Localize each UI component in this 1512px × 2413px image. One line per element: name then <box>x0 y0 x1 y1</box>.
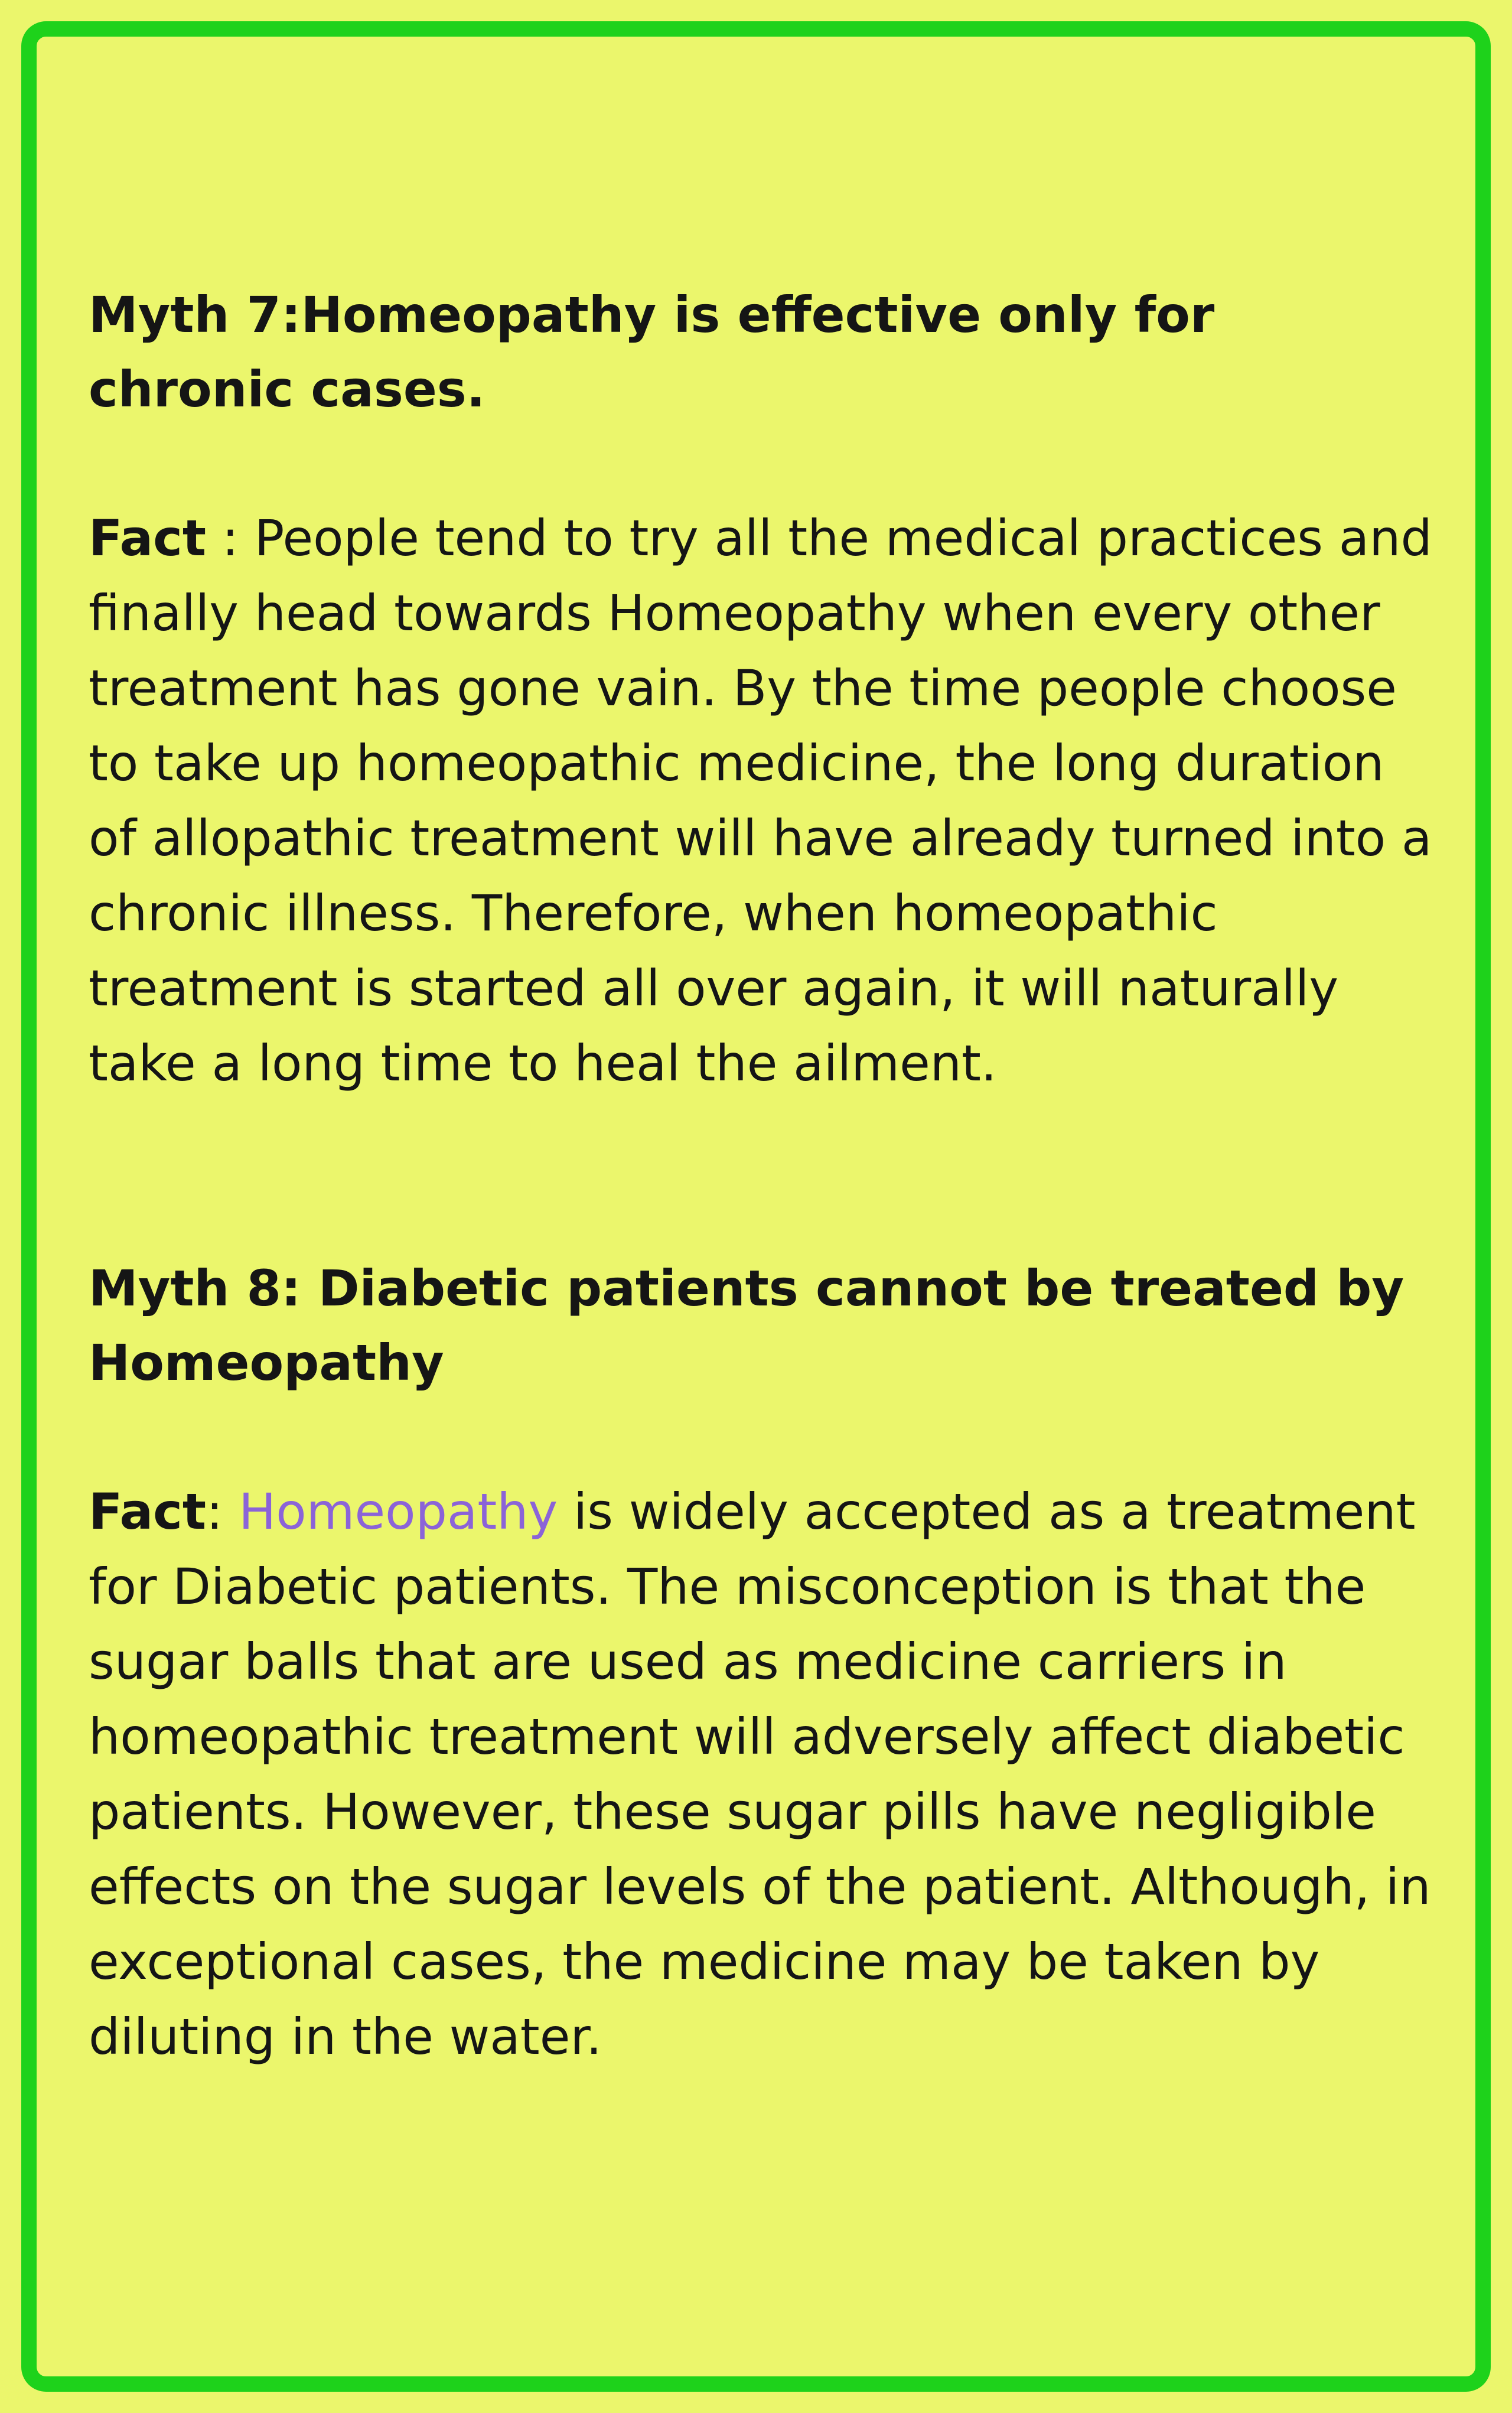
myth-7-fact-text: People tend to try all the medical practices and finally head towards Homeopathy when every other treatment has gone vain. By the time people choose to take up homeopathic medicine, the long duration of allopathic treatment will have already turned into a chronic illness. Therefore, when homeopathic treatment is started all over again, it will naturally take a long time to heal the ailment. <box>89 509 1432 1092</box>
myth-7-section <box>89 278 1435 1101</box>
fact-label: Fact <box>89 509 207 567</box>
fact-separator: : <box>206 509 255 567</box>
myth-8-section <box>89 1251 1435 2075</box>
article-body <box>89 278 1435 2075</box>
fact-separator: : <box>206 1483 239 1541</box>
myth-8-title: Myth 8: Diabetic patients cannot be treated by Homeopathy <box>89 1259 1405 1392</box>
myth-7-title: Myth 7:Homeopathy is effective only for chronic cases. <box>89 286 1215 418</box>
myth-8-fact-text: is widely accepted as a treatment for Diabetic patients. The misconception is that the sugar balls that are used as medicine carriers in homeopathic treatment will adversely affect diabetic patients. However, these sugar pills have negligible effects on the sugar levels of the patient. Although, in exceptional cases, the medicine may be taken by diluting in the water. <box>89 1483 1431 2066</box>
fact-label: Fact <box>89 1483 207 1541</box>
myth-7-fact <box>89 501 1435 1101</box>
homeopathy-link[interactable]: Homeopathy <box>239 1483 558 1541</box>
myth-8-fact <box>89 1474 1435 2075</box>
